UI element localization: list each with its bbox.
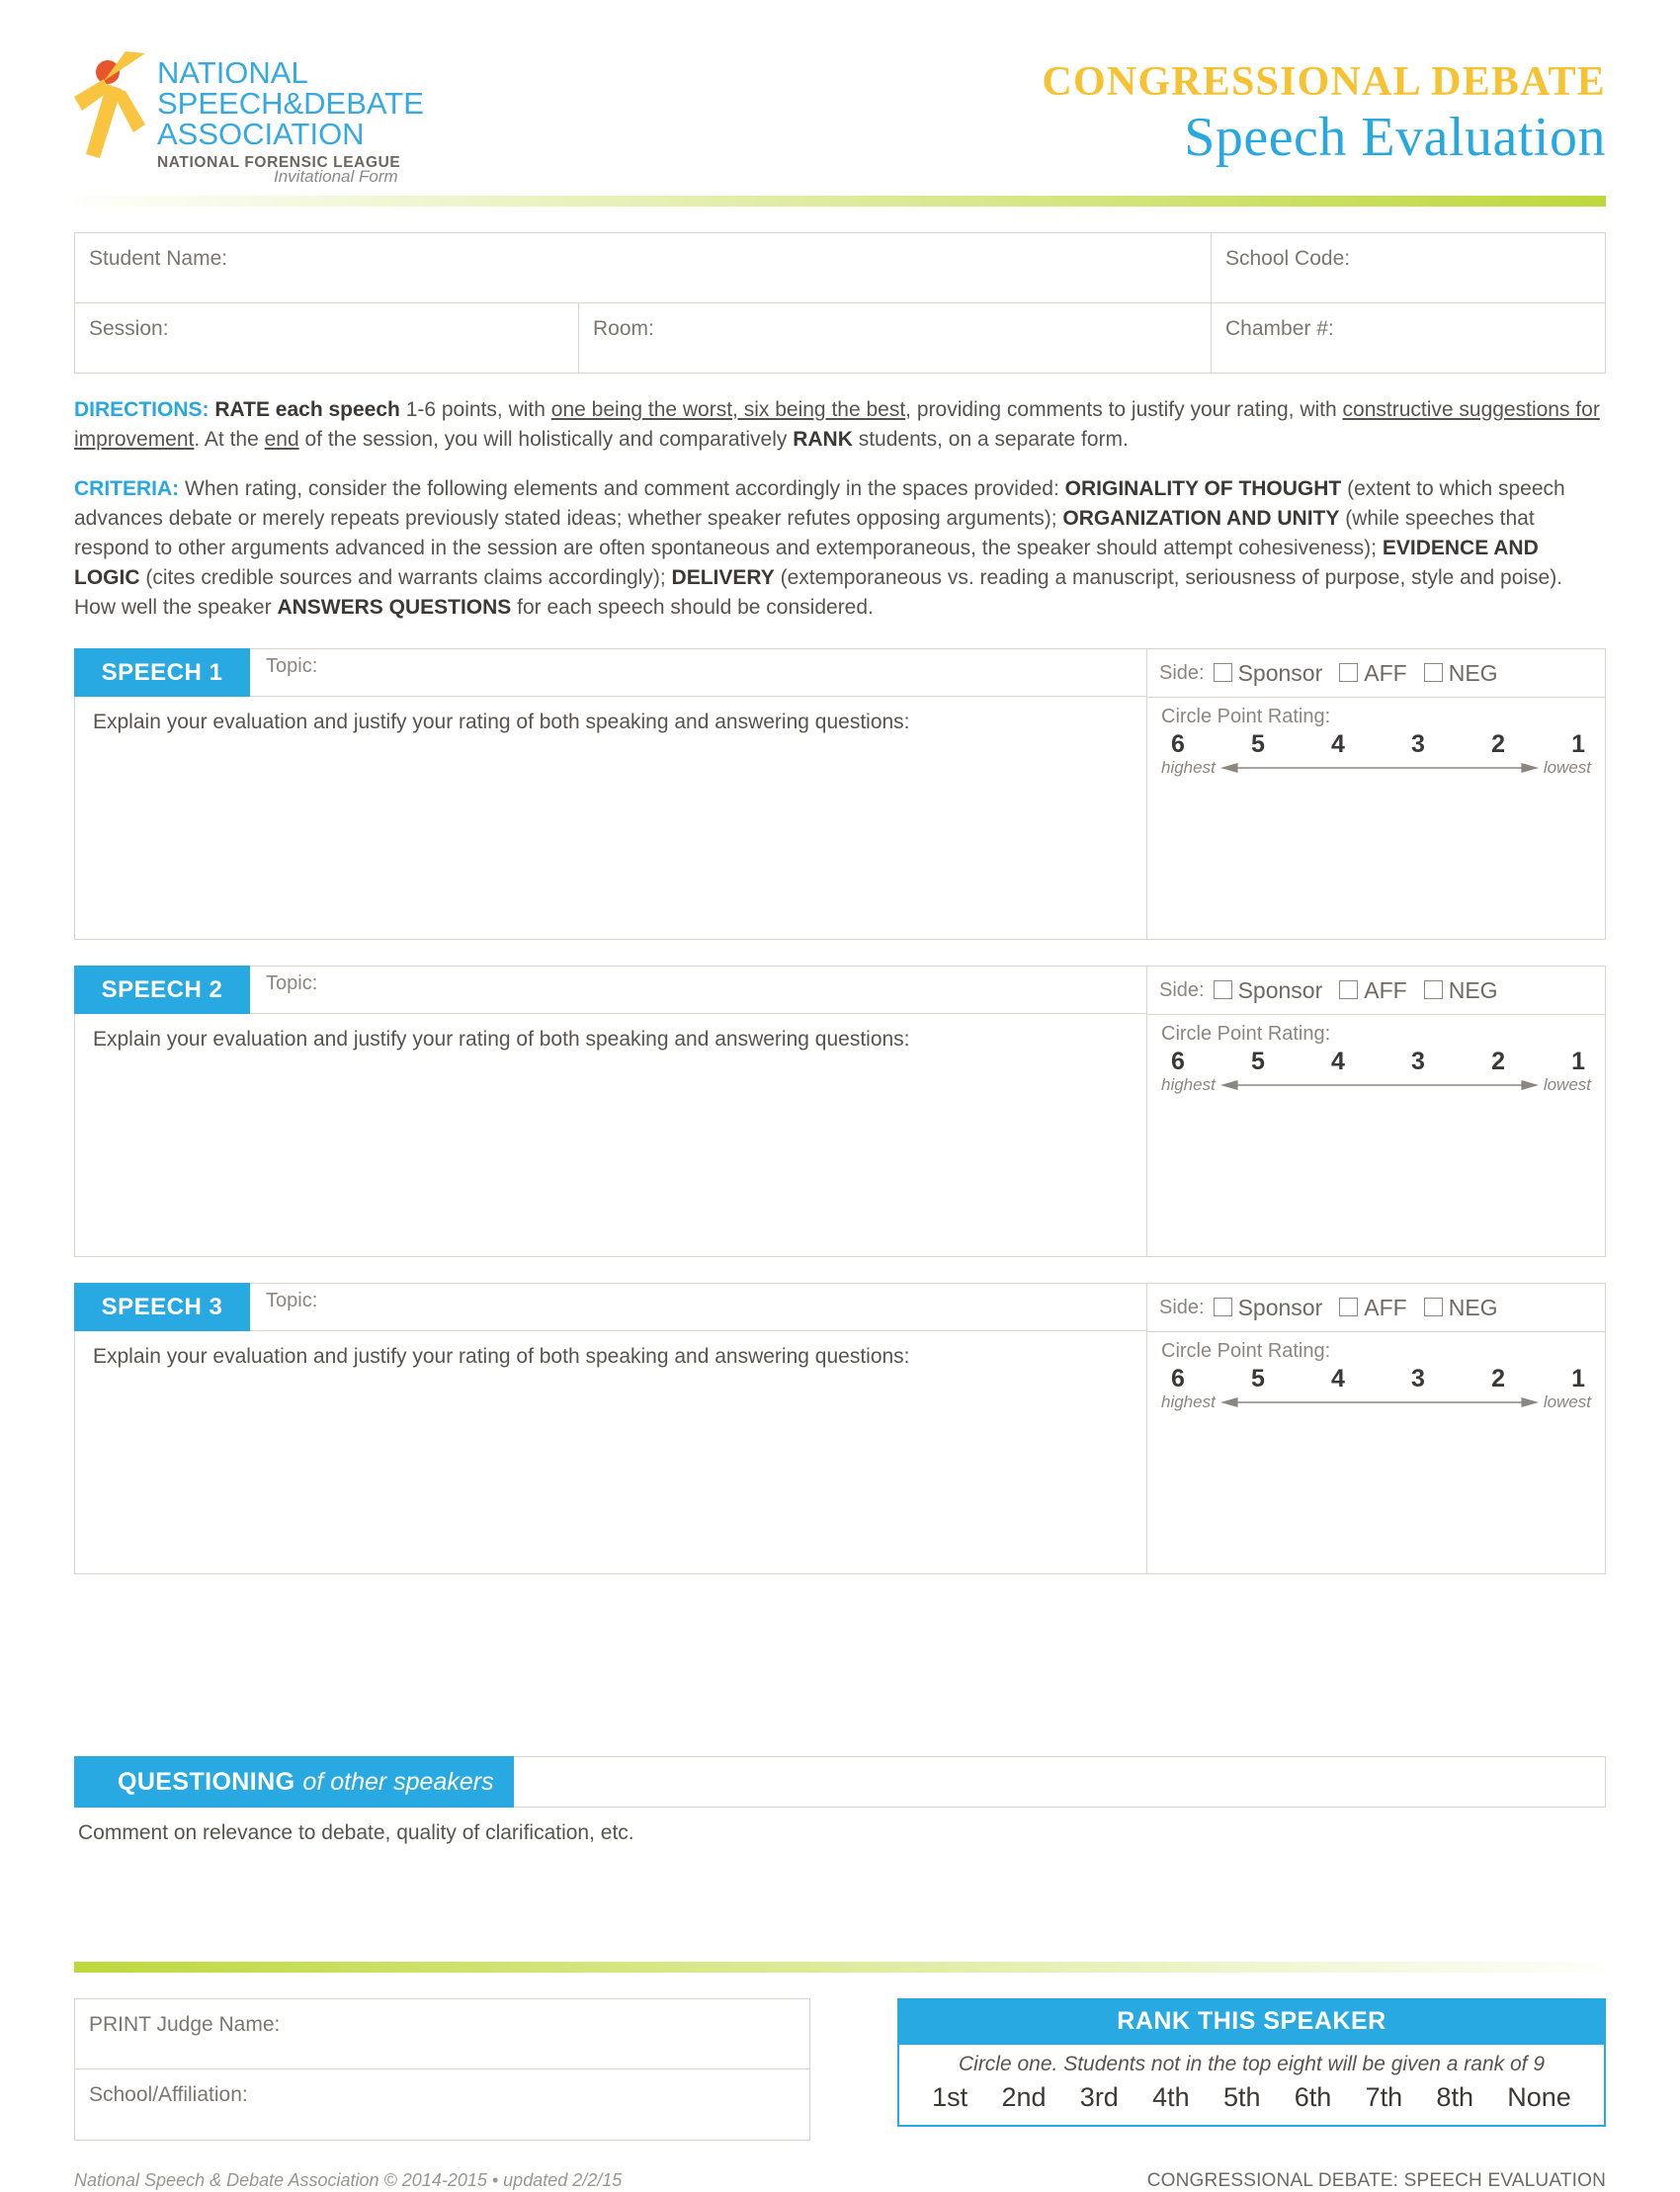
rating-label: Circle Point Rating:	[1161, 1340, 1331, 1362]
room-field[interactable]: Room:	[579, 303, 1212, 373]
side-option-label: NEG	[1448, 1294, 1498, 1320]
speech-score-column	[1146, 648, 1606, 940]
checkbox-icon[interactable]	[1339, 1298, 1358, 1316]
directions-text-c: . At the	[194, 428, 265, 451]
side-option-neg[interactable]	[1424, 1295, 1498, 1321]
checkbox-icon[interactable]	[1214, 1298, 1232, 1316]
speech-block	[74, 648, 1606, 940]
checkbox-icon[interactable]	[1424, 663, 1443, 682]
rank-option[interactable]: 2nd	[1001, 2082, 1047, 2112]
page-footer	[74, 2170, 1606, 2192]
side-option-label: NEG	[1448, 976, 1498, 1003]
directions-rank: RANK	[793, 428, 853, 451]
scale-lowest-label: lowest	[1543, 1075, 1591, 1094]
rating-value[interactable]: 3	[1411, 730, 1425, 758]
rating-value[interactable]: 6	[1171, 1048, 1185, 1075]
side-option-sponsor[interactable]	[1214, 1295, 1323, 1321]
speech-topic-row	[74, 648, 1146, 697]
side-option-neg[interactable]	[1424, 660, 1498, 687]
rating-scale-numbers	[1161, 730, 1591, 759]
directions-underline-2: constructive suggestions for improvement	[74, 398, 1600, 451]
questioning-header-row	[74, 1756, 1606, 1808]
speech-sections	[0, 648, 1680, 1574]
rating-value[interactable]: 2	[1491, 730, 1505, 758]
rating-scale-numbers	[1161, 1365, 1591, 1393]
participant-info-table	[74, 232, 1606, 374]
criteria-label: CRITERIA:	[74, 477, 180, 500]
scale-lowest-label: lowest	[1543, 1392, 1591, 1411]
criteria-text-3: (cites credible sources and warrants claims accordingly);	[139, 566, 672, 589]
logo-line-3: ASSOCIATION	[157, 117, 365, 151]
side-label: Side:	[1159, 978, 1205, 1001]
title-eyebrow: CONGRESSIONAL DEBATE	[1042, 59, 1606, 105]
side-option-aff[interactable]	[1339, 977, 1406, 1004]
side-selection-row	[1147, 649, 1605, 698]
rank-option[interactable]: 8th	[1436, 2082, 1473, 2112]
criteria-text-2: (while speeches that respond to other arguments advanced in the session are often spontaneous and extemporaneous, the speaker should attempt cohesiveness);	[74, 507, 1535, 559]
point-rating-box	[1147, 1332, 1605, 1424]
checkbox-icon[interactable]	[1214, 980, 1232, 999]
speech-block	[74, 1283, 1606, 1574]
speech-comment-column	[74, 1283, 1146, 1574]
evaluation-comment-area[interactable]	[74, 1331, 1146, 1574]
info-row-2	[75, 303, 1605, 373]
speech-number-badge: SPEECH 1	[74, 648, 250, 697]
directions-rate: RATE each speech	[214, 398, 400, 421]
evaluation-prompt: Explain your evaluation and justify your rating of both speaking and answering questions:	[93, 711, 910, 733]
topic-label[interactable]: Topic:	[266, 972, 318, 994]
chamber-number-field[interactable]: Chamber #:	[1225, 317, 1334, 340]
side-option-neg[interactable]	[1424, 977, 1498, 1004]
rank-heading: RANK THIS SPEAKER	[899, 2000, 1604, 2045]
side-option-aff[interactable]	[1339, 1295, 1406, 1321]
rating-value[interactable]: 4	[1331, 1048, 1345, 1075]
logo-line-2: SPEECH&DEBATE	[157, 86, 424, 121]
speech-topic-row	[74, 966, 1146, 1014]
criteria-key-organization: ORGANIZATION AND UNITY	[1062, 507, 1340, 530]
school-code-field[interactable]: School Code:	[1225, 247, 1351, 270]
logo-wordmark	[157, 51, 424, 172]
footer-form-name: CONGRESSIONAL DEBATE: SPEECH EVALUATION	[1146, 2170, 1606, 2191]
side-option-label: NEG	[1448, 659, 1498, 686]
nsda-starburst-figure-icon	[74, 51, 151, 160]
rank-option[interactable]: 1st	[932, 2082, 968, 2112]
side-option-label: Sponsor	[1237, 1294, 1323, 1320]
rating-value[interactable]: 2	[1491, 1365, 1505, 1392]
rank-instruction: Circle one. Students not in the top eight will be given a rank of 9	[958, 2053, 1546, 2075]
questioning-input-area[interactable]	[514, 1757, 1605, 1807]
session-field[interactable]: Session:	[75, 303, 579, 373]
rating-value[interactable]: 6	[1171, 1365, 1185, 1392]
rating-value[interactable]: 1	[1571, 730, 1585, 758]
rating-scale-legend	[1161, 1392, 1591, 1412]
rank-option[interactable]: 5th	[1222, 2082, 1261, 2112]
logo-line-1: NATIONAL	[157, 55, 308, 90]
side-option-label: AFF	[1364, 659, 1407, 686]
topic-label[interactable]: Topic:	[266, 655, 318, 677]
rating-value[interactable]: 4	[1331, 1365, 1345, 1392]
speech-number-badge: SPEECH 2	[74, 966, 250, 1014]
logo-subtitle: NATIONAL FORENSIC LEAGUE	[157, 154, 401, 171]
page-header	[74, 0, 1606, 188]
scale-arrow-icon	[1220, 1395, 1539, 1409]
rating-value[interactable]: 1	[1571, 1048, 1585, 1075]
rank-option[interactable]: 3rd	[1079, 2082, 1119, 2112]
checkbox-icon[interactable]	[1424, 980, 1443, 999]
point-rating-box	[1147, 1015, 1605, 1107]
directions-underline-3: end	[264, 428, 299, 451]
rating-value[interactable]: 3	[1411, 1365, 1425, 1392]
scale-arrow-icon	[1220, 761, 1539, 775]
directions-text-e: students, on a separate form.	[852, 428, 1129, 451]
rating-value[interactable]: 4	[1331, 730, 1345, 758]
judge-name-field[interactable]: PRINT Judge Name:	[75, 1999, 809, 2069]
rating-value[interactable]: 5	[1251, 1365, 1265, 1392]
rating-label: Circle Point Rating:	[1161, 1023, 1331, 1045]
scale-arrow-icon	[1220, 1078, 1539, 1092]
directions-text-d: of the session, you will holistically and comparatively	[298, 428, 794, 451]
evaluation-comment-area[interactable]	[74, 697, 1146, 940]
rank-option[interactable]: 4th	[1152, 2082, 1190, 2112]
directions-text-b: , providing comments to justify your rating, with	[905, 398, 1343, 421]
speech-score-column	[1146, 1283, 1606, 1574]
signature-and-rank-area	[74, 1998, 1606, 2141]
rank-option[interactable]: 7th	[1365, 2082, 1403, 2112]
rank-speaker-box	[897, 1998, 1606, 2127]
side-option-label: AFF	[1364, 1294, 1407, 1320]
rating-value[interactable]: 2	[1491, 1048, 1505, 1075]
rating-value[interactable]: 1	[1571, 1365, 1585, 1392]
evaluation-prompt: Explain your evaluation and justify your rating of both speaking and answering questions:	[93, 1345, 910, 1368]
rating-label: Circle Point Rating:	[1161, 706, 1331, 727]
checkbox-icon[interactable]	[1424, 1298, 1443, 1316]
judge-info-box	[74, 1998, 810, 2141]
questioning-section	[74, 1756, 1606, 1845]
speech-number-badge: SPEECH 3	[74, 1283, 250, 1331]
footer-copyright: National Speech & Debate Association © 2014-2015 • updated 2/2/15	[74, 2170, 623, 2190]
rating-scale-legend	[1161, 1075, 1591, 1095]
directions-underline-1: one being the worst, six being the best	[550, 398, 906, 421]
directions-label: DIRECTIONS:	[74, 398, 210, 421]
rating-value[interactable]: 6	[1171, 730, 1185, 758]
evaluation-prompt: Explain your evaluation and justify your rating of both speaking and answering questions:	[93, 1028, 910, 1051]
topic-label[interactable]: Topic:	[266, 1290, 318, 1311]
questioning-title: QUESTIONING	[118, 1767, 295, 1796]
rank-options-row	[899, 2080, 1604, 2125]
footer-divider-rule	[74, 1962, 1606, 1973]
criteria-text-5: for each speech should be considered.	[511, 596, 874, 619]
criteria-key-originality: ORIGINALITY OF THOUGHT	[1064, 477, 1342, 500]
rank-option[interactable]: 6th	[1294, 2082, 1332, 2112]
side-label: Side:	[1159, 661, 1205, 684]
student-name-field[interactable]: Student Name:	[75, 233, 1212, 302]
side-option-sponsor[interactable]	[1214, 977, 1323, 1004]
speech-comment-column	[74, 966, 1146, 1257]
criteria-paragraph	[74, 474, 1606, 623]
side-option-label: AFF	[1364, 976, 1407, 1003]
evaluation-comment-area[interactable]	[74, 1014, 1146, 1257]
criteria-intro: When rating, consider the following elements and comment accordingly in the spaces provided:	[179, 477, 1065, 500]
judge-school-field[interactable]: School/Affiliation:	[89, 2083, 248, 2106]
organization-logo	[74, 51, 424, 172]
rating-value[interactable]: 5	[1251, 730, 1265, 758]
point-rating-box	[1147, 698, 1605, 790]
criteria-key-answers: ANSWERS QUESTIONS	[277, 596, 512, 619]
criteria-key-evidence: EVIDENCE AND LOGIC	[74, 537, 1539, 589]
side-option-label: Sponsor	[1237, 659, 1323, 686]
rating-value[interactable]: 3	[1411, 1048, 1425, 1075]
scale-lowest-label: lowest	[1543, 758, 1591, 777]
criteria-text-4: (extemporaneous vs. reading a manuscript, seriousness of purpose, style and poise). How well the speaker	[74, 566, 1563, 619]
rank-option[interactable]: None	[1507, 2082, 1571, 2112]
questioning-subtitle: of other speakers	[302, 1767, 494, 1796]
side-label: Side:	[1159, 1296, 1205, 1318]
scale-highest-label: highest	[1161, 758, 1216, 777]
rating-scale-legend	[1161, 758, 1591, 778]
directions-text-a: 1-6 points, with	[399, 398, 551, 421]
scale-highest-label: highest	[1161, 1392, 1216, 1411]
rating-value[interactable]: 5	[1251, 1048, 1265, 1075]
scale-highest-label: highest	[1161, 1075, 1216, 1094]
side-selection-row	[1147, 967, 1605, 1015]
rating-scale-numbers	[1161, 1048, 1591, 1076]
speech-score-column	[1146, 966, 1606, 1257]
checkbox-icon[interactable]	[1214, 663, 1232, 682]
criteria-key-delivery: DELIVERY	[671, 566, 775, 589]
side-option-aff[interactable]	[1339, 660, 1406, 687]
page-title: Speech Evaluation	[1184, 107, 1606, 168]
side-selection-row	[1147, 1284, 1605, 1332]
directions-paragraph	[74, 395, 1606, 455]
checkbox-icon[interactable]	[1339, 663, 1358, 682]
checkbox-icon[interactable]	[1339, 980, 1358, 999]
questioning-comment-label: Comment on relevance to debate, quality of clarification, etc.	[78, 1821, 634, 1844]
speech-block	[74, 966, 1606, 1257]
criteria-text-1: (extent to which speech advances debate or merely repeats previously stated ideas; whether speaker refutes opposing arguments);	[74, 477, 1565, 530]
info-row-1	[75, 233, 1605, 303]
document-title-block	[1042, 59, 1606, 168]
header-divider-rule	[74, 196, 1606, 207]
side-option-label: Sponsor	[1237, 976, 1323, 1003]
speech-topic-row	[74, 1283, 1146, 1331]
questioning-banner	[74, 1756, 514, 1808]
form-type-label: Invitational Form	[274, 167, 398, 186]
side-option-sponsor[interactable]	[1214, 660, 1323, 687]
speech-comment-column	[74, 648, 1146, 940]
